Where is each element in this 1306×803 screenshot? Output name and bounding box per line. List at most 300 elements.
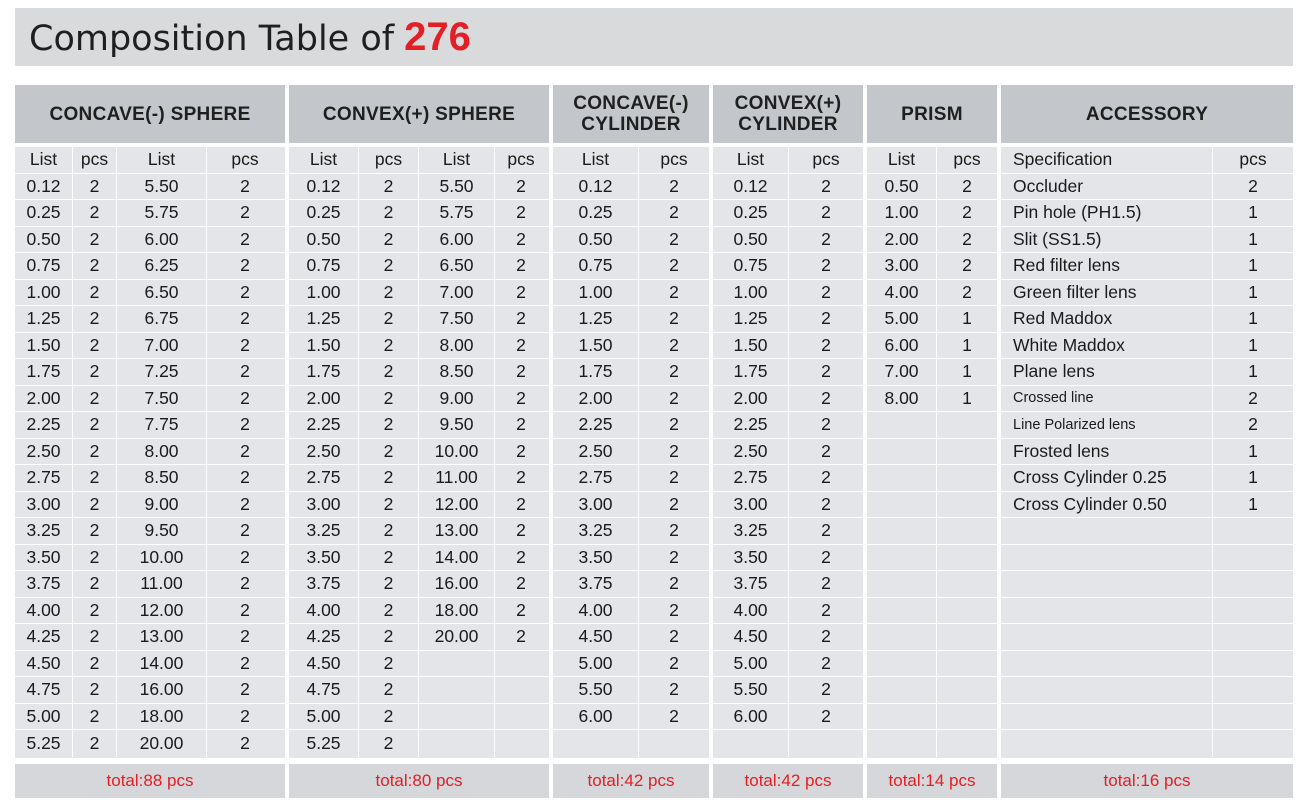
table-cell: 6.75 — [117, 306, 207, 332]
table-cell — [1213, 571, 1293, 597]
table-cell — [1213, 518, 1293, 544]
table-cell: 1 — [962, 387, 972, 408]
table-row — [553, 280, 709, 307]
table-row — [553, 465, 709, 492]
table-cell: 5.00 — [713, 651, 789, 677]
table-cell: 4.75 — [289, 677, 359, 703]
group-prism — [867, 85, 997, 798]
column-header: List — [289, 147, 359, 173]
table-cell: Plane lens — [1001, 359, 1213, 385]
table-cell: 2 — [516, 467, 526, 488]
table-cell: 1 — [962, 334, 972, 355]
table-cell — [1001, 571, 1213, 597]
table-cell: Pin hole (PH1.5) — [1001, 200, 1213, 226]
column-header: pcs — [359, 147, 419, 173]
table-cell — [1213, 651, 1293, 677]
table-cell: 2 — [73, 492, 117, 518]
table-cell: 2 — [516, 334, 526, 355]
table-cell: 2 — [359, 624, 419, 650]
table-row — [713, 386, 863, 413]
table-row — [1001, 598, 1293, 625]
column-header-row — [713, 147, 863, 174]
table-cell: 3.50 — [713, 545, 789, 571]
table-cell — [937, 412, 997, 438]
group-header: CONCAVE(-) CYLINDER — [553, 85, 709, 143]
table-cell: 2 — [359, 598, 419, 624]
table-cell: 2 — [359, 386, 419, 412]
table-cell: 1.25 — [289, 306, 359, 332]
table-cell: 2 — [821, 414, 831, 435]
table-cell: 4.50 — [15, 651, 73, 677]
table-cell: 1 — [1248, 467, 1258, 488]
table-cell: 3.50 — [553, 545, 639, 571]
table-row — [1001, 624, 1293, 651]
table-cell: Red Maddox — [1001, 306, 1213, 332]
table-row — [15, 598, 285, 625]
table-row — [867, 465, 997, 492]
table-cell: 2 — [359, 571, 419, 597]
table-cell — [937, 439, 997, 465]
table-cell: 2 — [962, 175, 972, 196]
table-cell: 2 — [73, 518, 117, 544]
table-row — [15, 730, 285, 757]
table-cell: 2 — [359, 280, 419, 306]
table-row — [289, 677, 549, 704]
table-row — [15, 412, 285, 439]
table-cell: 2 — [73, 174, 117, 200]
table-cell: 2 — [240, 520, 250, 541]
table-cell: 3.25 — [15, 518, 73, 544]
page-title — [29, 16, 471, 60]
group-total: total:42 pcs — [713, 764, 863, 798]
table-cell — [419, 651, 495, 677]
table-cell: 2 — [359, 651, 419, 677]
column-header: pcs — [953, 149, 981, 170]
group-header: PRISM — [867, 85, 997, 143]
table-cell — [867, 677, 937, 703]
table-cell: 5.75 — [117, 200, 207, 226]
table-cell: 2.75 — [15, 465, 73, 491]
table-cell — [867, 412, 937, 438]
table-cell: 2 — [669, 387, 679, 408]
table-cell: 5.00 — [15, 704, 73, 730]
table-row — [289, 598, 549, 625]
table-cell: 2.50 — [553, 439, 639, 465]
table-cell: 2 — [240, 414, 250, 435]
table-row — [713, 677, 863, 704]
table-cell: 2 — [821, 281, 831, 302]
column-header: pcs — [73, 147, 117, 173]
table-cell: 4.50 — [713, 624, 789, 650]
table-cell: 2 — [821, 334, 831, 355]
table-row — [713, 253, 863, 280]
title-label: Composition Table of — [29, 19, 395, 59]
table-cell: 2 — [73, 465, 117, 491]
table-cell: 2 — [669, 228, 679, 249]
table-row — [553, 651, 709, 678]
table-row — [713, 545, 863, 572]
table-row — [713, 200, 863, 227]
table-cell: 2.00 — [553, 386, 639, 412]
table-cell: 2 — [516, 573, 526, 594]
group-total: total:14 pcs — [867, 764, 997, 798]
group-convex-cylinder — [713, 85, 863, 798]
table-cell — [867, 651, 937, 677]
table-cell: 2 — [240, 599, 250, 620]
table-cell: Green filter lens — [1001, 280, 1213, 306]
table-cell: 3.75 — [713, 571, 789, 597]
column-header: pcs — [231, 149, 259, 170]
table-cell: 4.00 — [867, 280, 937, 306]
table-cell: 2 — [516, 520, 526, 541]
table-cell: 0.12 — [713, 174, 789, 200]
table-cell: 2 — [359, 412, 419, 438]
table-row — [15, 174, 285, 201]
table-cell: 5.50 — [553, 677, 639, 703]
table-cell: 2 — [821, 440, 831, 461]
table-cell: 2 — [240, 228, 250, 249]
table-cell: 1.25 — [553, 306, 639, 332]
table-row — [15, 651, 285, 678]
table-cell: 2 — [669, 414, 679, 435]
table-cell: 0.50 — [289, 227, 359, 253]
table-row — [713, 174, 863, 201]
table-cell: 0.50 — [867, 174, 937, 200]
table-cell: 4.50 — [553, 624, 639, 650]
table-cell — [937, 545, 997, 571]
column-header: pcs — [812, 149, 840, 170]
table-cell: 5.50 — [713, 677, 789, 703]
table-row — [1001, 253, 1293, 280]
table-cell — [1213, 730, 1293, 757]
table-row — [713, 333, 863, 360]
table-cell — [495, 677, 547, 703]
table-cell: 3.00 — [553, 492, 639, 518]
table-cell: 0.25 — [713, 200, 789, 226]
table-row — [289, 280, 549, 307]
column-header: List — [15, 147, 73, 173]
table-row — [867, 439, 997, 466]
table-cell — [1001, 651, 1213, 677]
table-cell: 2 — [359, 518, 419, 544]
table-cell: 7.25 — [117, 359, 207, 385]
table-cell: 0.75 — [553, 253, 639, 279]
table-row — [867, 598, 997, 625]
table-cell: 5.25 — [289, 730, 359, 757]
table-row — [553, 386, 709, 413]
table-row — [553, 677, 709, 704]
table-cell: 0.25 — [15, 200, 73, 226]
column-header-row — [289, 147, 549, 174]
table-cell: 2 — [516, 308, 526, 329]
table-row — [867, 306, 997, 333]
table-cell: 2 — [516, 599, 526, 620]
table-cell: 2 — [821, 599, 831, 620]
group-accessory — [1001, 85, 1293, 798]
table-cell: 2 — [73, 439, 117, 465]
table-cell — [867, 439, 937, 465]
table-row — [553, 227, 709, 254]
table-row — [1001, 518, 1293, 545]
column-header: List — [553, 147, 639, 173]
table-cell: Crossed line — [1001, 386, 1213, 412]
table-row — [553, 359, 709, 386]
table-cell: 7.00 — [867, 359, 937, 385]
table-row — [15, 333, 285, 360]
table-cell: 10.00 — [117, 545, 207, 571]
table-cell: 2.50 — [15, 439, 73, 465]
table-cell: 3.00 — [713, 492, 789, 518]
table-cell — [937, 598, 997, 624]
table-cell: 18.00 — [419, 598, 495, 624]
table-cell: 1.00 — [289, 280, 359, 306]
table-cell: 6.00 — [117, 227, 207, 253]
group-body — [867, 147, 997, 758]
table-row — [1001, 465, 1293, 492]
table-row — [713, 598, 863, 625]
table-row — [15, 465, 285, 492]
table-cell: 8.50 — [117, 465, 207, 491]
table-row — [289, 200, 549, 227]
table-cell: 2 — [962, 281, 972, 302]
table-cell: 2 — [516, 546, 526, 567]
table-cell: 2 — [516, 387, 526, 408]
table-cell: 2 — [359, 439, 419, 465]
table-cell — [937, 730, 997, 757]
table-row — [1001, 227, 1293, 254]
table-row — [1001, 280, 1293, 307]
table-cell: 2 — [359, 465, 419, 491]
table-cell: 6.25 — [117, 253, 207, 279]
table-row — [1001, 492, 1293, 519]
table-cell: 12.00 — [117, 598, 207, 624]
table-cell: 3.75 — [15, 571, 73, 597]
table-cell — [1213, 624, 1293, 650]
table-cell: 2 — [821, 255, 831, 276]
table-cell: 2 — [821, 652, 831, 673]
table-row — [867, 518, 997, 545]
table-cell: 2 — [516, 493, 526, 514]
table-row — [867, 651, 997, 678]
table-cell: 14.00 — [419, 545, 495, 571]
table-row — [15, 280, 285, 307]
table-cell: 20.00 — [117, 730, 207, 757]
table-row — [867, 253, 997, 280]
table-cell — [937, 571, 997, 597]
table-cell: 2 — [821, 520, 831, 541]
table-cell: 2 — [73, 651, 117, 677]
table-cell: 2 — [73, 598, 117, 624]
group-header: CONCAVE(-) SPHERE — [15, 85, 285, 143]
table-row — [867, 227, 997, 254]
table-cell: 2 — [73, 412, 117, 438]
table-cell: 3.00 — [15, 492, 73, 518]
table-cell — [419, 677, 495, 703]
table-cell: 2.00 — [289, 386, 359, 412]
table-cell: 0.12 — [289, 174, 359, 200]
table-cell: 5.50 — [419, 174, 495, 200]
table-cell: Red filter lens — [1001, 253, 1213, 279]
table-cell: 2 — [516, 361, 526, 382]
column-header: pcs — [660, 149, 688, 170]
table-cell: Cross Cylinder 0.50 — [1001, 492, 1213, 518]
table-cell: 2 — [240, 493, 250, 514]
table-cell: 5.75 — [419, 200, 495, 226]
table-cell: 2.75 — [713, 465, 789, 491]
group-total: total:42 pcs — [553, 764, 709, 798]
table-cell: 4.00 — [553, 598, 639, 624]
table-cell: 2 — [821, 361, 831, 382]
table-cell: 5.00 — [289, 704, 359, 730]
table-cell: 1.50 — [289, 333, 359, 359]
table-row — [713, 492, 863, 519]
table-cell: 8.50 — [419, 359, 495, 385]
table-cell — [937, 704, 997, 730]
table-cell: 7.00 — [117, 333, 207, 359]
table-cell: 1 — [1248, 440, 1258, 461]
table-row — [553, 253, 709, 280]
table-row — [553, 412, 709, 439]
table-row — [15, 677, 285, 704]
table-cell: 7.75 — [117, 412, 207, 438]
table-cell — [1213, 598, 1293, 624]
table-row — [1001, 386, 1293, 413]
column-header: pcs — [507, 149, 535, 170]
table-cell: 6.50 — [117, 280, 207, 306]
table-cell: 12.00 — [419, 492, 495, 518]
table-cell: 5.25 — [15, 730, 73, 757]
table-cell — [639, 730, 709, 757]
table-cell: 2 — [821, 573, 831, 594]
table-row — [553, 598, 709, 625]
table-cell: 6.50 — [419, 253, 495, 279]
table-cell: Line Polarized lens — [1001, 412, 1213, 438]
table-cell: 2 — [962, 255, 972, 276]
table-cell: 2 — [240, 705, 250, 726]
table-cell: 2 — [821, 387, 831, 408]
table-cell — [419, 704, 495, 730]
table-cell: 2 — [821, 546, 831, 567]
table-row — [289, 624, 549, 651]
table-row — [289, 465, 549, 492]
table-cell: 1.25 — [15, 306, 73, 332]
table-cell: 16.00 — [117, 677, 207, 703]
table-cell — [867, 730, 937, 757]
table-cell — [867, 571, 937, 597]
table-row — [15, 571, 285, 598]
table-cell: 11.00 — [419, 465, 495, 491]
table-cell: 2 — [73, 704, 117, 730]
table-cell: 2 — [73, 571, 117, 597]
table-cell: 1.00 — [713, 280, 789, 306]
table-row — [1001, 571, 1293, 598]
table-row — [289, 545, 549, 572]
table-cell: 9.50 — [117, 518, 207, 544]
table-cell: 2.00 — [15, 386, 73, 412]
table-cell — [867, 624, 937, 650]
table-cell: 2 — [240, 732, 250, 753]
table-row — [867, 412, 997, 439]
table-row — [867, 545, 997, 572]
table-row — [713, 280, 863, 307]
table-cell: 1.50 — [15, 333, 73, 359]
table-cell: 2 — [669, 281, 679, 302]
table-row — [867, 386, 997, 413]
table-row — [713, 306, 863, 333]
table-cell: 2 — [1248, 175, 1258, 196]
table-cell — [1001, 677, 1213, 703]
table-cell: 4.75 — [15, 677, 73, 703]
column-header-row — [1001, 147, 1293, 174]
table-cell: 2 — [359, 174, 419, 200]
table-row — [867, 492, 997, 519]
table-cell: 2 — [1248, 387, 1258, 408]
table-row — [553, 174, 709, 201]
table-cell: 1.00 — [553, 280, 639, 306]
table-cell: 2 — [359, 359, 419, 385]
table-cell: 2 — [516, 175, 526, 196]
table-cell: 2.25 — [713, 412, 789, 438]
group-concave-sphere — [15, 85, 285, 798]
table-cell: 3.50 — [15, 545, 73, 571]
table-cell: 2 — [73, 359, 117, 385]
table-cell — [937, 492, 997, 518]
table-cell: 2 — [240, 679, 250, 700]
table-cell: 8.00 — [117, 439, 207, 465]
table-row — [289, 359, 549, 386]
table-cell: 2 — [240, 281, 250, 302]
table-cell: 2 — [821, 228, 831, 249]
table-cell: 3.25 — [553, 518, 639, 544]
table-cell: 3.75 — [553, 571, 639, 597]
table-cell: 4.00 — [289, 598, 359, 624]
table-cell: 6.00 — [867, 333, 937, 359]
table-cell: 2 — [240, 652, 250, 673]
table-cell: 1.50 — [553, 333, 639, 359]
table-cell: 2 — [359, 253, 419, 279]
table-cell: 1.75 — [553, 359, 639, 385]
table-row — [713, 624, 863, 651]
table-cell: 2 — [821, 679, 831, 700]
table-cell — [1001, 545, 1213, 571]
table-row — [1001, 359, 1293, 386]
table-cell: 2 — [821, 626, 831, 647]
table-cell — [937, 518, 997, 544]
table-cell: 5.00 — [553, 651, 639, 677]
table-cell: 1 — [1248, 202, 1258, 223]
table-row — [15, 306, 285, 333]
table-row — [713, 651, 863, 678]
table-cell — [867, 465, 937, 491]
group-body — [289, 147, 549, 758]
table-cell: 4.00 — [713, 598, 789, 624]
group-header: CONVEX(+) SPHERE — [289, 85, 549, 143]
table-cell: 0.75 — [713, 253, 789, 279]
table-cell: 10.00 — [419, 439, 495, 465]
table-row — [713, 227, 863, 254]
table-row — [15, 253, 285, 280]
table-cell: 3.75 — [289, 571, 359, 597]
table-row — [553, 200, 709, 227]
table-cell: 2 — [669, 334, 679, 355]
table-cell: 4.25 — [15, 624, 73, 650]
table-cell: 1 — [1248, 334, 1258, 355]
group-body — [713, 147, 863, 758]
table-row — [289, 571, 549, 598]
table-cell: 1 — [1248, 281, 1258, 302]
table-cell: 13.00 — [117, 624, 207, 650]
table-row — [867, 704, 997, 731]
